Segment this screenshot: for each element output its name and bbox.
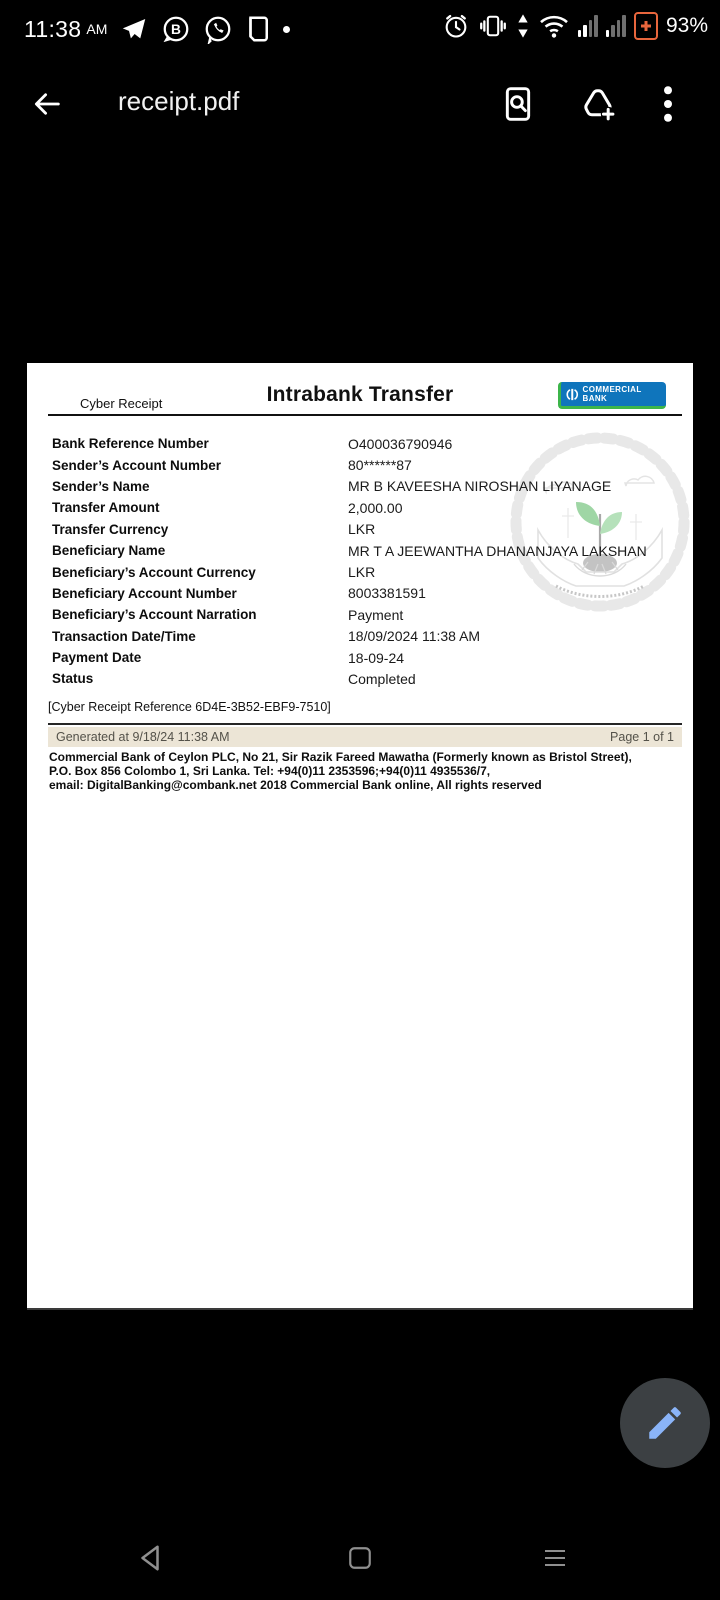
field-label: Transaction Date/Time [52,628,196,644]
field-value: 8003381591 [348,585,426,602]
field-row [52,583,682,604]
field-label: Beneficiary’s Account Narration [52,607,257,623]
field-value: MR B KAVEESHA NIROSHAN LIYANAGE [348,478,612,495]
signal-sim1-icon [578,15,598,37]
pencil-edit-icon [644,1402,686,1444]
field-row [52,540,682,561]
field-label: Sender’s Name [52,478,150,494]
field-row [52,476,682,497]
field-value: LKR [348,521,376,538]
field-label: Beneficiary Account Number [52,585,237,601]
field-label: Transfer Currency [52,521,169,537]
cyber-receipt-reference: [Cyber Receipt Reference 6D4E-3B52-EBF9-7510] [48,700,331,714]
app-bar [0,62,720,146]
annotate-add-icon[interactable] [572,78,624,130]
field-value: 18-09-24 [348,649,405,666]
battery-saver-icon [634,12,658,40]
app-badge-icon [245,14,271,44]
field-value: MR T A JEEWANTHA DHANANJAYA LAKSHAN [348,542,647,559]
address-line: email: DigitalBanking@combank.net 2018 Commercial Bank online, All rights reserved [49,777,542,792]
bank-logo-glyph [565,387,580,402]
field-label: Transfer Amount [52,500,160,516]
document-title: receipt.pdf [118,86,240,116]
overflow-menu-icon[interactable] [642,78,694,130]
commercial-bank-logo [558,382,666,409]
generated-timestamp: Generated at 9/18/24 11:38 AM [56,730,230,744]
field-value: 80******87 [348,457,412,474]
clock-time: 11:38 [24,15,82,42]
receipt-title: Intrabank Transfer [266,383,454,406]
field-row [52,519,682,540]
field-row [52,497,682,518]
field-value: 2,000.00 [348,499,403,516]
nav-recents-icon[interactable] [527,1530,583,1586]
page-indicator: Page 1 of 1 [610,730,674,744]
nav-back-icon[interactable] [122,1530,178,1586]
field-row [52,433,682,454]
address-line: P.O. Box 856 Colombo 1, Sri Lanka. Tel: +94(0)11 2353596;+94(0)11 4935536/7, [49,763,491,778]
field-label: Status [52,671,94,687]
status-bar [0,0,720,62]
receipt-fields [52,433,682,690]
header-divider [48,414,682,416]
field-row [52,647,682,668]
bank-address-block [49,751,669,792]
whatsapp-icon [203,14,233,44]
cyber-receipt-label: Cyber Receipt [80,396,163,411]
clock-period: AM [86,21,108,37]
field-value: LKR [348,564,376,581]
signal-sim2-icon [606,15,626,37]
navigation-bar [0,1516,720,1600]
b-chat-icon [161,14,191,44]
data-arrows-icon [516,12,530,40]
field-row [52,668,682,689]
field-value: O400036790946 [348,435,453,452]
bank-logo-text: COMMERCIAL BANK [582,385,642,403]
field-row [52,454,682,475]
telegram-icon [119,14,149,44]
field-value: 18/09/2024 11:38 AM [348,628,481,645]
field-label: Sender’s Account Number [52,457,222,473]
svg-text:B: B [171,22,182,37]
back-arrow-icon[interactable] [21,78,73,130]
field-value: Payment [348,606,404,623]
field-label: Beneficiary’s Account Currency [52,564,256,580]
generated-bar [48,727,682,747]
nav-home-icon[interactable] [332,1530,388,1586]
field-row [52,561,682,582]
field-label: Bank Reference Number [52,436,209,452]
footer-divider [48,723,682,725]
address-line: Commercial Bank of Ceylon PLC, No 21, Sir Razik Fareed Mawatha (Formerly known as Bristol Street), [49,750,632,764]
find-in-document-icon[interactable] [492,78,544,130]
edit-fab[interactable] [620,1378,710,1468]
battery-percent: 93% [665,14,708,37]
field-label: Payment Date [52,650,142,666]
alarm-icon [442,12,470,40]
field-value: Completed [348,670,416,687]
field-row [52,604,682,625]
wifi-icon [538,13,570,39]
vibrate-icon [478,12,508,40]
notification-dot [283,26,290,33]
field-row [52,626,682,647]
field-label: Beneficiary Name [52,543,166,559]
pdf-page[interactable] [27,363,693,1308]
